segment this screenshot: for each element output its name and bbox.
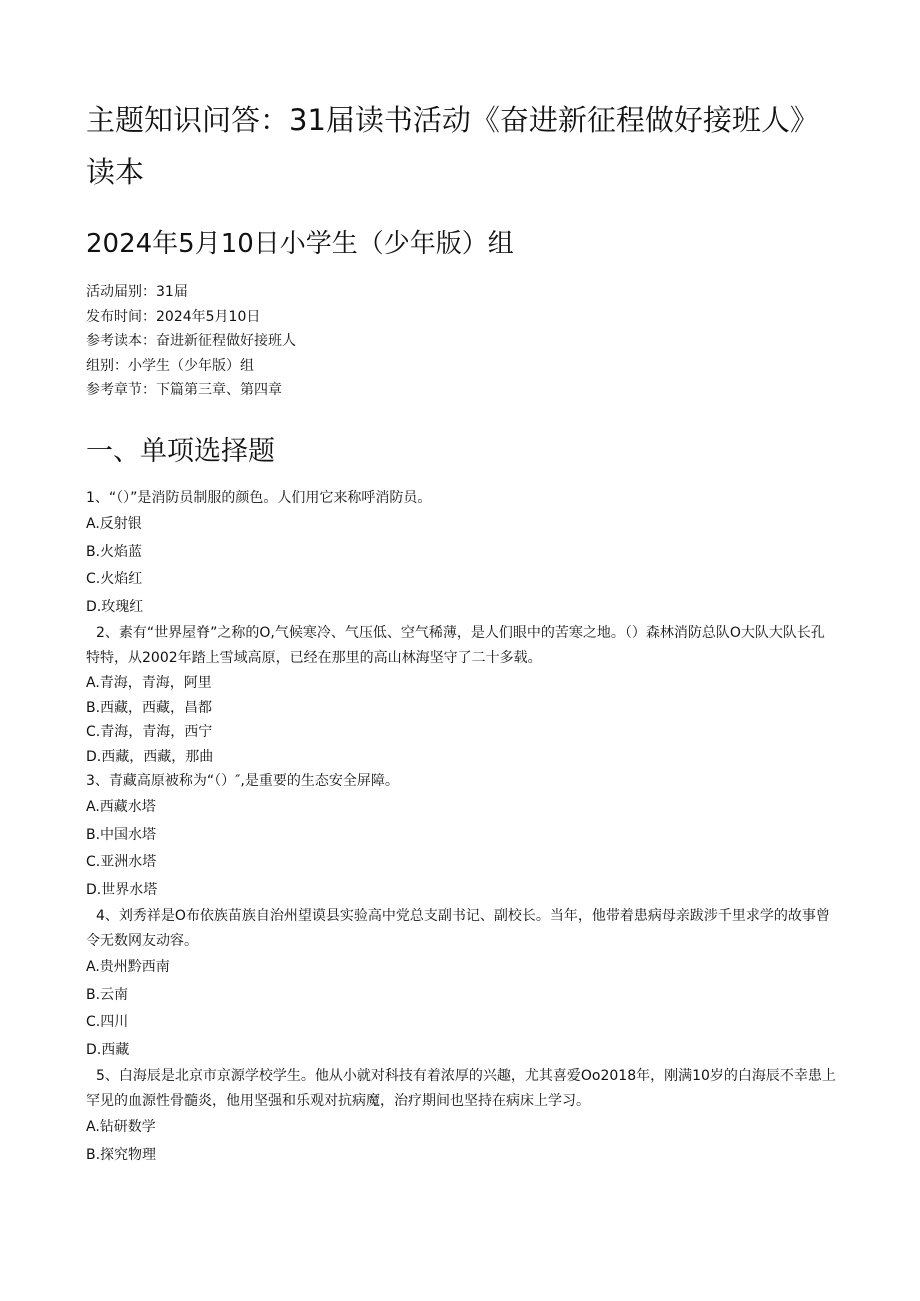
option-c: C.青海，青海，西宁 [86, 724, 213, 740]
option-a: A.钻研数学 [86, 1119, 156, 1135]
question-1 [86, 486, 836, 621]
meta-item-date: 发布时间：2024年5月10日 [86, 308, 261, 325]
option-a: A.西藏水塔 [86, 799, 156, 815]
option-c: C.亚洲水塔 [86, 854, 157, 870]
option-d: D.西藏，西藏，那曲 [86, 748, 214, 765]
document-subtitle: 2024年5月10日小学生（少年版）组 [86, 229, 514, 259]
option-b: B.中国水塔 [86, 826, 157, 843]
option-c: C.火焰红 [86, 571, 143, 587]
meta-item-chapters: 参考章节：下篇第三章、第四章 [86, 382, 282, 398]
option-d: D.世界水塔 [86, 881, 158, 898]
option-d: D.西藏 [86, 1041, 130, 1058]
meta-item-book: 参考读本：奋进新征程做好接班人 [86, 333, 296, 349]
option-d: D.玫瑰红 [86, 598, 144, 615]
question-5 [86, 1064, 836, 1169]
question-text: 4、刘秀祥是O布依族苗族自治州望谟县实验高中党总支副书记、副校长。当年，他带着患病母亲跋涉千里求学的故事曾令无数网友动容。 [86, 908, 830, 949]
option-b: B.探究物理 [86, 1146, 157, 1163]
question-text: 5、白海辰是北京市京源学校学生。他从小就对科技有着浓厚的兴趣，尤其喜爱Oo2018年，刚满10岁的白海辰不幸患上罕见的血源性骨髓炎，他用坚强和乐观对抗病魔，治疗期间也坚持在病床上学习。 [86, 1068, 836, 1109]
section-title: 一、单项选择题 [86, 436, 275, 467]
question-text: 3、青藏高原被称为“（）″,是重要的生态安全屏障。 [86, 773, 399, 789]
option-b: B.西藏，西藏，昌都 [86, 699, 213, 716]
question-list [86, 486, 836, 1169]
question-4 [86, 904, 836, 1064]
question-3 [86, 769, 836, 904]
document-title: 主题知识问答：31届读书活动《奋进新征程做好接班人》读本 [86, 103, 819, 189]
option-a: A.反射银 [86, 516, 142, 532]
question-text: 1、“（）”是消防员制服的颜色。人们用它来称呼消防员。 [86, 490, 432, 506]
option-b: B.火焰蓝 [86, 543, 143, 560]
meta-list [86, 280, 296, 403]
option-a: A.青海，青海，阿里 [86, 675, 212, 691]
option-a: A.贵州黔西南 [86, 959, 170, 975]
option-c: C.四川 [86, 1014, 129, 1030]
question-2 [86, 621, 836, 769]
option-b: B.云南 [86, 986, 129, 1003]
meta-item-group: 组别：小学生（少年版）组 [86, 357, 254, 374]
question-text: 2、素有“世界屋脊”之称的O,气候寒冷、气压低、空气稀薄，是人们眼中的苦寒之地。（）森林消防总队O大队大队长孔特特，从2002年踏上雪域高原，已经在那里的高山林海坚守了二十多载。 [86, 625, 825, 666]
meta-item-session: 活动届别：31届 [86, 284, 188, 300]
